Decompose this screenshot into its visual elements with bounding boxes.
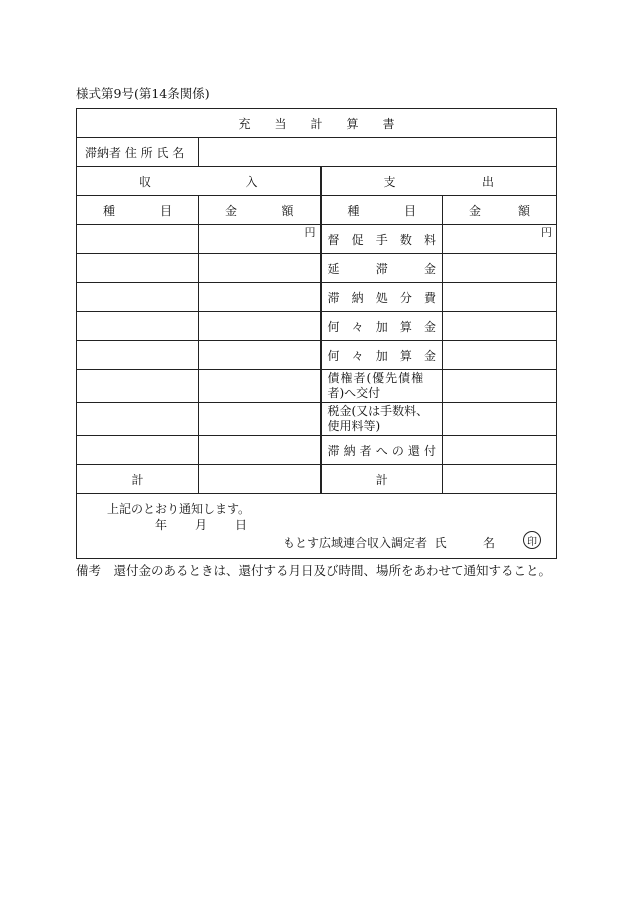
title-row — [77, 109, 557, 138]
expense-item: 督 促 手 数 料 — [321, 225, 443, 254]
table-row — [77, 254, 557, 283]
document-title: 充 当 計 算 書 — [77, 109, 557, 138]
expense-item: 滞 納 者 へ の 還 付 — [321, 436, 443, 465]
expense-item: 何 々 加 算 金 — [321, 341, 443, 370]
expense-item: 税金(又は手数料、 使用料等) — [321, 403, 443, 436]
column-header-row — [77, 196, 557, 225]
expense-total-value — [443, 465, 557, 494]
income-total-value — [199, 465, 321, 494]
notice-section — [77, 494, 557, 559]
table-row — [77, 312, 557, 341]
table-row — [77, 341, 557, 370]
table-row — [77, 403, 557, 436]
expense-item: 債権者(優先債権 者)へ交付 — [321, 370, 443, 403]
allocation-calculation-table — [76, 108, 557, 559]
signer-title: もとす広域連合収入調定者 氏 — [283, 536, 447, 550]
form-number-label: 様式第9号(第14条関係) — [76, 86, 210, 101]
expense-item-header: 種 目 — [321, 196, 443, 225]
section-header-row — [77, 167, 557, 196]
expense-total-label: 計 — [321, 465, 443, 494]
delinquent-label: 滞納者 住 所 氏 名 — [77, 138, 199, 167]
table-row — [77, 370, 557, 403]
expense-header: 支 出 — [321, 167, 557, 196]
income-item-header: 種 目 — [77, 196, 199, 225]
income-header: 収 入 — [77, 167, 321, 196]
expense-amount-header: 金 額 — [443, 196, 557, 225]
total-row — [77, 465, 557, 494]
yen-unit: 円 — [541, 226, 552, 239]
delinquent-value — [199, 138, 557, 167]
table-row — [77, 225, 557, 254]
seal-icon: 印 — [523, 531, 541, 549]
expense-item: 延 滞 金 — [321, 254, 443, 283]
notice-text: 上記のとおり通知します。 — [107, 502, 251, 516]
notice-row — [77, 494, 557, 559]
delinquent-row — [77, 138, 557, 167]
name-label: 名 — [483, 536, 496, 550]
expense-item: 滞 納 処 分 費 — [321, 283, 443, 312]
expense-item: 何 々 加 算 金 — [321, 312, 443, 341]
notice-date: 年 月 日 — [155, 518, 248, 532]
table-row — [77, 283, 557, 312]
yen-unit: 円 — [304, 226, 316, 239]
income-total-label: 計 — [77, 465, 199, 494]
table-row — [77, 436, 557, 465]
income-amount-header: 金 額 — [199, 196, 321, 225]
remark-note: 備考 還付金のあるときは、還付する月日及び時間、場所をあわせて通知すること。 — [76, 563, 552, 578]
